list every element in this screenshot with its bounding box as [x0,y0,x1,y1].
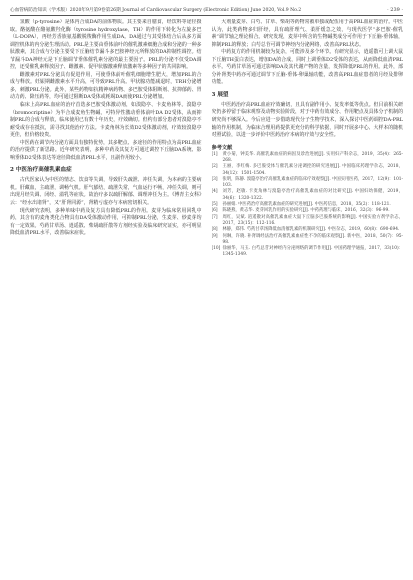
section-heading: 2 中医治疗高催乳素血症 [10,167,72,174]
reference-number: [3] [211,176,218,182]
reference-number: [2] [211,164,218,170]
body-paragraph: 现代研究表明，多种单味中药及复方具有降低PRL的作用。麦芽为临床常用回乳中药，其含有的麦角类化合物具有DA受体激动作用，可抑制PRL分泌，生麦芽、炒麦芽均有一定效果。芍药甘草汤、逍遥散、柴胡疏肝散等方剂经实验及临床研究证实，亦可明显降低血清PRL水平，改善临床症状。 [10,207,202,237]
body-paragraph: 氢酸（p-tyrosine）是体内合成DA的前体物质。其主要来自膳食，经饮料等途径摄取。酪氨酸在酪氨酸羟化酶（tyrosine hydroxylase，TH）的作用下转化为左旋多巴（L-DOPA），再经芳香族氨基酸脱羧酶作用生成DA。DA通过与其受体结合后从多方面调控机体的内分泌生理活动。PRL是主要由垂体前叶的催乳激素细胞合成和分泌的一种多肽激素，其合成与分泌主要受下丘脑结节漏斗多巴胺神经元所释放的DA抑制性调控。结节漏斗DA神经元是下丘脑调节垂体催乳素分泌的最主要因子。PRL的分泌不仅受DA调控，还受催乳素释放因子、雌激素、促甲状腺激素释放激素等多种因子的共同影响。 [10,19,202,71]
reference-item [212,177,404,190]
reference-list [212,152,404,259]
reference-text: 孙丽娟. 中医药治疗高催乳素血症的研究进展[J]. 中医药信息，2018，35(2)：118-121. [222,202,391,208]
journal-info: 心血管病防治知识（学术版）2020年9月第9卷第26期 Journal of Cardiovascular Surgery (Electronic Edition) June 2020, Vol.9 No.2 [10,8,302,13]
body-paragraph: 中医药治疗高PRL血症疗效确切，且具有副作用小、复发率低等优点。但目前相关研究仍多停留于临床观察及动物实验阶段，对于中药有效成分、作用靶点及具体分子机制的研究尚不够深入。今后应进一步借助现代分子生物学技术，深入探讨中医药调控DA-PRL轴的作用机制，为临床合理用药提供更充分的科学依据，同时开展多中心、大样本的随机对照试验，以进一步评价中医药治疗本病的疗效与安全性。 [211,101,403,139]
running-header [10,4,403,16]
reference-text: 王丽，李红梅. 多巴胺受体与催乳素分泌调控的研究进展[J]. 中国临床药理学杂志，2018，34(12)：1501-1504. [222,164,403,176]
body-paragraph: 雌激素对PRL分泌具有促进作用，可使垂体前叶催乳细胞增生肥大，增加PRL的合成与释放。妊娠期雌激素水平升高，可导致PRL升高。甲状腺功能减退时，TRH分泌增多，刺激PRL分泌。此外，某些药物如抗精神病药物、多巴胺受体阻断剂、抗抑郁药、胃动力药、降压药等，均可通过阻断DA受体或耗竭DA而使PRL分泌增加。 [10,71,202,101]
body-paragraph: 中医药在调节内分泌方面具有独特优势，其多靶点、多途径的作用特点为高PRL血症的治疗提供了新思路。近年研究表明，多种中药及其复方可通过调控下丘脑DA系统、影响垂体D2受体表达等途径降低血清PRL水平，且副作用较小。 [10,139,202,161]
reference-item [212,246,404,259]
reference-text: 徐丽华，马玉. 白芍总苷对神经内分泌网络的调节作用[J]. 中国药理学通报，2017，33(10)：1345-1349. [222,246,403,258]
left-column [10,19,202,576]
body-paragraph: 古代医家认为中医的情志、饮食等失调，导致肝失疏泄、冲任失调，为本病的主要病机。肝藏血，主疏泄，调畅气机。肝气郁结，疏泄失常，气血运行不畅，冲任失调，则可出现月经失调、闭经、溢乳等症状。故治疗多以疏肝解郁、调理冲任为主。《傅青主女科》云：“经水出诸肾”，又“肝肾同源”，肾精亏虚亦与本病密切相关。 [10,177,202,207]
section-heading: 3 展望 [211,91,229,98]
reference-item [212,164,404,177]
reference-text: 何琳，许晓. 补肾调经法治疗高催乳素血症性不孕的临床观察[J]. 新中医，2018，50(7)：95-98. [222,233,403,245]
reference-text: 周红，吴斌. 逍遥散对高催乳素血症大鼠下丘脑多巴胺系统的影响[J]. 中国实验方剂学杂志，2017，23(15)：112-116. [222,214,403,226]
right-column [212,19,404,576]
reference-number: [6] [211,208,218,214]
page-number: · 239 · [387,7,403,13]
reference-number: [9] [211,233,218,239]
reference-number: [4] [211,189,218,195]
reference-text: 刘芳，赵敏. 卡麦角林与溴隐亭治疗高催乳素血症的对比研究[J]. 中国妇幼保健，2019，34(6)：1320-1322. [222,189,403,201]
reference-text: 黄小菊，钟美华. 高催乳素血症的病因及诊治进展[J]. 实用妇产科杂志，2019，35(4)：265-268. [222,151,403,163]
reference-item [212,152,404,165]
body-paragraph: 临床上高PRL血症的治疗首选多巴胺受体激动剂，如溴隐亭、卡麦角林等。溴隐亭（bromocriptine）为半合成麦角生物碱，可特异性激动垂体前叶DA D2受体，从而抑制PRL的合成与释放，临床使用已有数十年历史，疗效确切。但约有部分患者对溴隐亭不耐受或存在抵抗，需寻找其他治疗方法。卡麦角林为长效D2受体激动剂，疗效较溴隐亭更佳，但价格较贵。 [10,102,202,139]
article-body [10,19,403,576]
reference-item [212,215,404,228]
reference-number: [7] [211,214,218,220]
references-heading: 参考文献 [211,144,233,151]
body-paragraph: 中药复方的作用机制较为复杂，可能涉及多个环节。有研究显示，逍遥散可上调大鼠下丘脑TH蛋白表达，增加DA的合成，同时上调垂体D2受体的表达，从而降低血清PRL水平。芍药甘草汤可通过影响DA及其代谢产物的含量，发挥降低PRL的作用。此外，部分补肾类中药亦可通过调节下丘脑-垂体-卵巢轴功能，改善高PRL血症患者的月经及排卵功能。 [211,49,403,86]
reference-text: 张明，陈静. 溴隐亭治疗高催乳素血症的临床疗效观察[J]. 中国实用医药，2017，12(9)：101-103. [222,176,403,189]
body-paragraph: 大剂量麦芽、白芍、甘草、柴胡等药物常被单独或配伍用于高PRL血症的治疗。中医认为，此类药物多归肝经，具有疏肝理气、柔肝缓急之效，与现代医学“多巴胺-催乳素”调节轴之理论相合。研究发现，麦芽中所含的生物碱类成分可作用于下丘脑-垂体轴，抑制PRL的释放；白芍总苷可调节神经内分泌网络，改善高PRL状态。 [211,19,403,48]
reference-number: [1] [211,151,218,157]
reference-number: [5] [211,202,218,208]
reference-number: [8] [211,227,218,233]
reference-text: 陈晓燕，黄志华. 麦芽回乳作用的实验研究[J]. 中药药理与临床，2016，32(3)：96-99. [222,208,390,214]
reference-number: [10] [211,246,221,252]
reference-item [212,234,404,247]
reference-item [212,189,404,202]
reference-text: 林静，郑伟. 芍药甘草汤降低血清催乳素的机制研究[J]. 中医杂志，2019，60(8)：690-694. [222,227,400,233]
